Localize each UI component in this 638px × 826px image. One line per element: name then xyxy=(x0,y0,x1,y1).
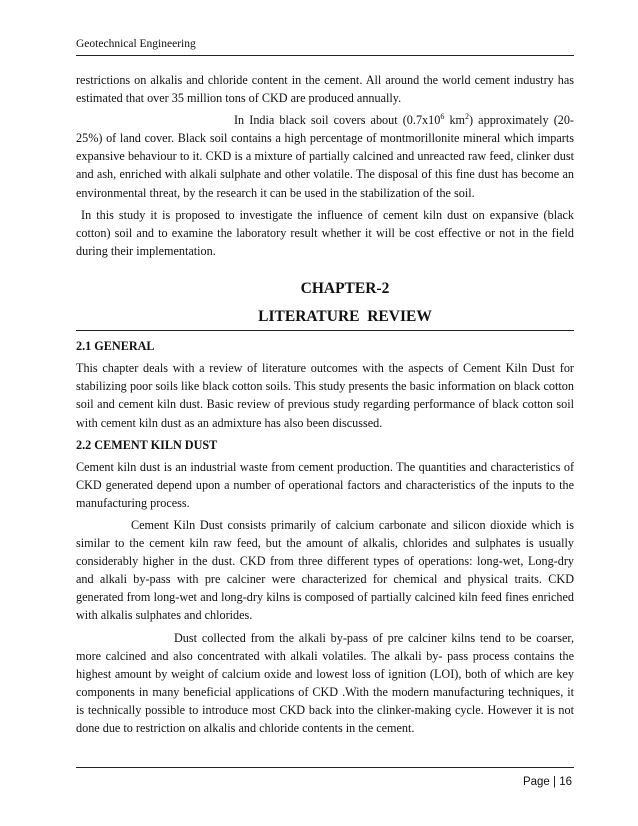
p2-superscript-square: 2 xyxy=(465,112,470,122)
p2-superscript-exponent: 6 xyxy=(440,112,445,122)
chapter-number: CHAPTER-2 xyxy=(300,279,390,297)
section-general-text: This chapter deals with a review of literature outcomes with the aspects of Cement Kiln Dust for stabilizing poor soils like black cotton soils. This study presents the basic information on black cotton soil and cement kiln dust. Basic review of previous study regarding performance of black cotton soil with cement kiln dust as an admixture has also been discussed. xyxy=(76,361,574,430)
p2-text-after: ) approximately (20-25%) of land cover. Black soil contains a high percentage of montmorillonite mineral which imparts expansive behaviour to it. CKD is a mixture of partially calcined and unreacted raw feed, clinker dust and ash, enriched with alkali sulphate and other volatile. The disposal of this fine dust has become an environmental threat, by the research it can be used in the stabilization of the soil. xyxy=(76,113,574,200)
p2-text-mid: km xyxy=(444,113,466,128)
section-ckd-paragraph-3: Dust collected from the alkali by-pass of pre calciner kilns tend to be coarser, more calcined and also concentrated with alkali volatiles. The alkali by- pass process contains the highest amount by weight of calcium oxide and lowest loss of ignition (LOI), both of which are key components in many beneficial applications of CKD .With the modern manufacturing techniques, it is technically possible to introduce most CKD back into the clinker-making cycle. However it is not done due to restriction on alkalis and chloride contents in the cement. xyxy=(76,630,574,735)
body-paragraph-3: In this study it is proposed to investigate the influence of cement kiln dust on expansive (black cotton) soil and to examine the laboratory result whether it will be cost effective or not in the field during their implementation. xyxy=(76,207,578,258)
section-heading-ckd: 2.2 CEMENT KILN DUST xyxy=(76,437,218,452)
header-rule xyxy=(76,55,574,56)
page-body xyxy=(76,71,578,737)
section-ckd-paragraph-2: Cement Kiln Dust consists primarily of calcium carbonate and silicon dioxide which is similar to the cement kiln raw feed, but the amount of alkalis, chlorides and sulphates is usually considerably higher in the dust. CKD from three different types of operations: long-wet, Long-dry and alkali by-pass with pre calciner were characterized for chemical and physical traits. CKD generated from long-wet and long-dry kilns is composed of partially calcined kiln feed fines enriched with alkalis sulphates and chlorides. xyxy=(76,517,574,623)
running-header: Geotechnical Engineering xyxy=(76,38,196,50)
chapter-rule xyxy=(76,330,574,331)
page-number: Page | 16 xyxy=(522,776,572,788)
footer-rule xyxy=(76,767,574,768)
body-paragraph-1: restrictions on alkalis and chloride content in the cement. All around the world cement industry has estimated that over 35 million tons of CKD are produced annually. xyxy=(76,73,574,106)
section-ckd-paragraph-1: Cement kiln dust is an industrial waste from cement production. The quantities and characteristics of CKD generated depend upon a number of operational factors and characteristics of the inputs to the manufacturing process. xyxy=(76,459,574,510)
body-paragraph-2 xyxy=(76,111,574,201)
p2-text-before: In India black soil covers about (0.7x10 xyxy=(234,113,441,128)
section-heading-general: 2.1 GENERAL xyxy=(76,339,155,354)
chapter-title: LITERATURE REVIEW xyxy=(258,308,432,326)
